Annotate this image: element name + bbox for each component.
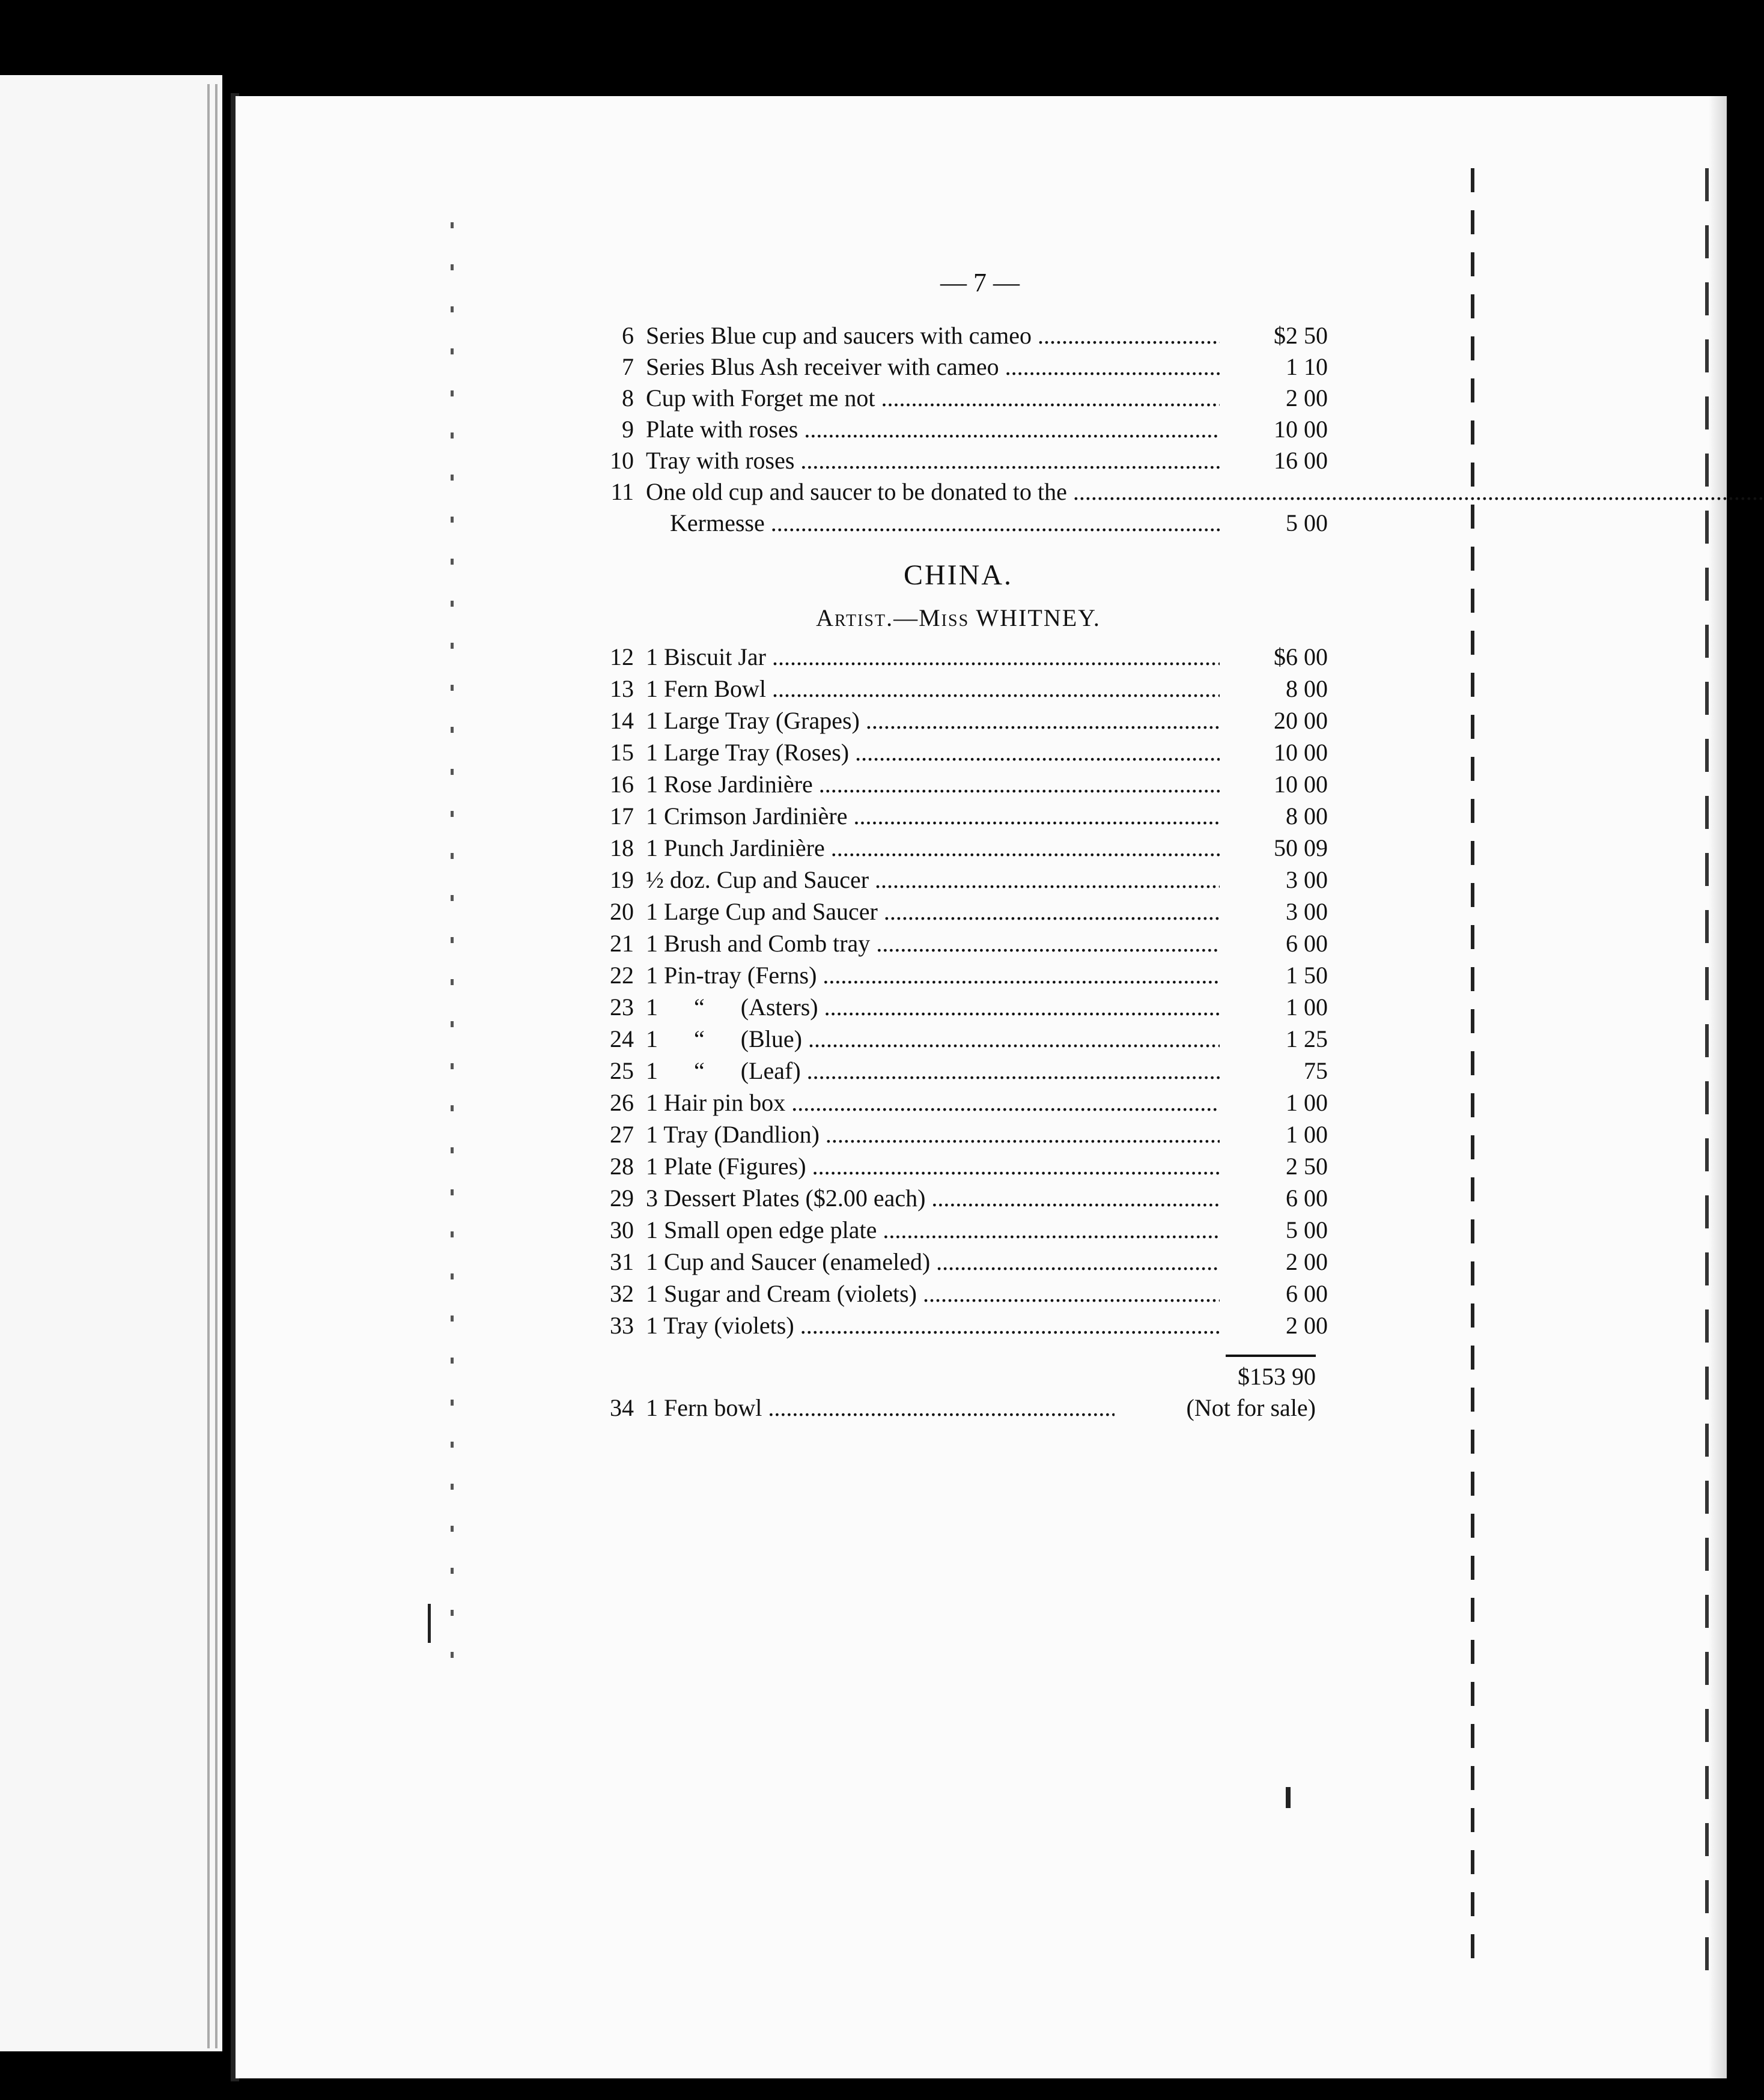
item-description: 1 Hair pin box .....	[646, 1088, 1220, 1117]
list-item	[589, 1184, 1328, 1214]
item-price: 10 00	[1274, 771, 1328, 798]
item-number: 26	[610, 1089, 634, 1116]
item-number: 14	[610, 707, 634, 734]
list-item	[589, 738, 1328, 768]
item-price: 1 00	[1286, 1089, 1328, 1116]
item-description: 1 Punch Jardinière .....	[646, 834, 1220, 862]
item-number: 13	[610, 675, 634, 702]
item-description: 1 Rose Jardinière .....	[646, 770, 1220, 798]
stray-mark	[1286, 1787, 1291, 1808]
list-item	[589, 993, 1328, 1023]
list-item-continuation	[589, 509, 1328, 539]
list-item	[589, 353, 1328, 383]
list-item	[589, 802, 1328, 832]
page-edge	[215, 84, 217, 2048]
item-description: 1 Tray (violets) .....	[646, 1311, 1220, 1340]
item-description: Kermesse .....	[670, 509, 1220, 537]
item-price: 8 00	[1286, 803, 1328, 830]
page-number: — 7 —	[940, 268, 1020, 297]
item-price: 1 10	[1286, 353, 1328, 380]
item-description: Cup with Forget me not .....	[646, 384, 1220, 412]
item-number: 21	[610, 930, 634, 957]
item-number: 16	[610, 771, 634, 798]
list-item	[589, 897, 1328, 927]
item-price: 2 00	[1286, 1248, 1328, 1275]
item-description: Series Blus Ash receiver with cameo .....	[646, 353, 1220, 381]
item-number: 12	[610, 643, 634, 670]
item-price: 75	[1304, 1057, 1328, 1084]
item-number: 30	[610, 1216, 634, 1243]
list-item	[589, 1248, 1328, 1278]
item-number: 22	[610, 962, 634, 989]
item-price: 2 00	[1286, 1312, 1328, 1339]
item-price: 1 50	[1286, 962, 1328, 989]
item-description: ½ doz. Cup and Saucer .....	[646, 866, 1220, 894]
list-item	[589, 961, 1328, 991]
item-description: 1 Plate (Figures) .....	[646, 1152, 1220, 1180]
item-description: 1 “ (Leaf) .....	[646, 1057, 1220, 1085]
item-description: 1 Large Cup and Saucer .....	[646, 897, 1220, 926]
item-number: 34	[610, 1394, 634, 1421]
item-description: 1 Tray (Dandlion) .....	[646, 1120, 1220, 1149]
list-item	[589, 1152, 1328, 1182]
item-price: 10 00	[1274, 739, 1328, 766]
list-item	[589, 384, 1328, 414]
item-price: 8 00	[1286, 675, 1328, 702]
list-item	[589, 643, 1328, 673]
item-description: 1 Biscuit Jar .....	[646, 643, 1220, 671]
list-item	[589, 675, 1328, 705]
item-price: 6 00	[1286, 1185, 1328, 1212]
item-price: 2 00	[1286, 384, 1328, 411]
item-description: 1 Pin-tray (Ferns) .....	[646, 961, 1220, 989]
item-number: 15	[610, 739, 634, 766]
item-price: 50 09	[1274, 834, 1328, 861]
list-item	[589, 1088, 1328, 1118]
item-price: $2 50	[1274, 322, 1328, 349]
item-description: Plate with roses .....	[646, 415, 1220, 443]
item-price: 16 00	[1274, 447, 1328, 474]
list-item	[589, 1025, 1328, 1055]
item-description: 1 Cup and Saucer (enameled) .....	[646, 1248, 1220, 1276]
total-amount: $153 90	[1238, 1363, 1316, 1390]
item-price: $6 00	[1274, 643, 1328, 670]
page-edge	[207, 84, 210, 2048]
list-item	[589, 770, 1328, 800]
artist-label	[589, 604, 1328, 632]
item-number: 9	[622, 416, 634, 443]
item-price: 3 00	[1286, 866, 1328, 893]
list-item	[589, 1120, 1328, 1150]
item-description: 1 “ (Blue) .....	[646, 1025, 1220, 1053]
item-price: 6 00	[1286, 1280, 1328, 1307]
list-item	[589, 929, 1328, 959]
item-number: 33	[610, 1312, 634, 1339]
item-number: 10	[610, 447, 634, 474]
item-price: 5 00	[1286, 1216, 1328, 1243]
item-number: 6	[622, 322, 634, 349]
list-item	[589, 1279, 1328, 1309]
list-item	[589, 1311, 1328, 1341]
item-number: 18	[610, 834, 634, 861]
item-description: 1 Crimson Jardinière .....	[646, 802, 1220, 830]
item-number: 7	[622, 353, 634, 380]
bleed-through-marks	[451, 222, 454, 1664]
item-number: 25	[610, 1057, 634, 1084]
item-price: 10 00	[1274, 416, 1328, 443]
item-price: 6 00	[1286, 930, 1328, 957]
list-item	[589, 478, 1328, 508]
item-description: One old cup and saucer to be donated to the .....	[646, 478, 1220, 506]
item-price: 3 00	[1286, 898, 1328, 925]
list-item	[589, 1057, 1328, 1087]
list-item	[589, 415, 1328, 445]
item-number: 19	[610, 866, 634, 893]
previous-page	[0, 75, 222, 2051]
item-description: 1 “ (Asters) .....	[646, 993, 1220, 1021]
artist-label-text: Artist.—Miss WHITNEY.	[816, 604, 1101, 631]
item-description: 1 Fern Bowl .....	[646, 675, 1220, 703]
list-item	[589, 706, 1328, 736]
item-number: 28	[610, 1153, 634, 1180]
item-number: 11	[610, 478, 634, 505]
bleed-through-rule	[1705, 168, 1709, 1970]
item-description: 1 Large Tray (Grapes) .....	[646, 706, 1220, 735]
item-number: 27	[610, 1121, 634, 1148]
item-number: 23	[610, 994, 634, 1021]
list-item	[589, 321, 1328, 351]
item-status: (Not for sale)	[1186, 1394, 1316, 1421]
item-description: 1 Fern bowl .....	[646, 1394, 1115, 1422]
item-number: 8	[622, 384, 634, 411]
item-price: 20 00	[1274, 707, 1328, 734]
item-description: 1 Small open edge plate .....	[646, 1216, 1220, 1244]
item-price: 5 00	[1286, 509, 1328, 536]
item-number: 24	[610, 1025, 634, 1052]
item-price: 1 25	[1286, 1025, 1328, 1052]
item-number: 31	[610, 1248, 634, 1275]
item-description: 1 Sugar and Cream (violets) .....	[646, 1279, 1220, 1308]
item-price: 1 00	[1286, 994, 1328, 1021]
bleed-through-rule	[1471, 168, 1474, 1970]
total-rule	[1226, 1355, 1316, 1357]
item-number: 32	[610, 1280, 634, 1307]
item-price: 2 50	[1286, 1153, 1328, 1180]
item-number: 20	[610, 898, 634, 925]
item-price: 1 00	[1286, 1121, 1328, 1148]
item-description: Series Blue cup and saucers with cameo .....	[646, 321, 1220, 350]
item-description: 1 Large Tray (Roses) .....	[646, 738, 1220, 766]
list-item	[589, 1216, 1328, 1246]
item-number: 17	[610, 803, 634, 830]
list-item	[589, 834, 1328, 864]
item-description: 3 Dessert Plates ($2.00 each) .....	[646, 1184, 1220, 1212]
stray-mark	[428, 1604, 431, 1643]
list-item	[589, 446, 1328, 476]
item-description: 1 Brush and Comb tray .....	[646, 929, 1220, 957]
list-item	[589, 866, 1328, 896]
section-heading: CHINA.	[904, 559, 1013, 591]
item-description: Tray with roses .....	[646, 446, 1220, 475]
item-number: 29	[610, 1185, 634, 1212]
